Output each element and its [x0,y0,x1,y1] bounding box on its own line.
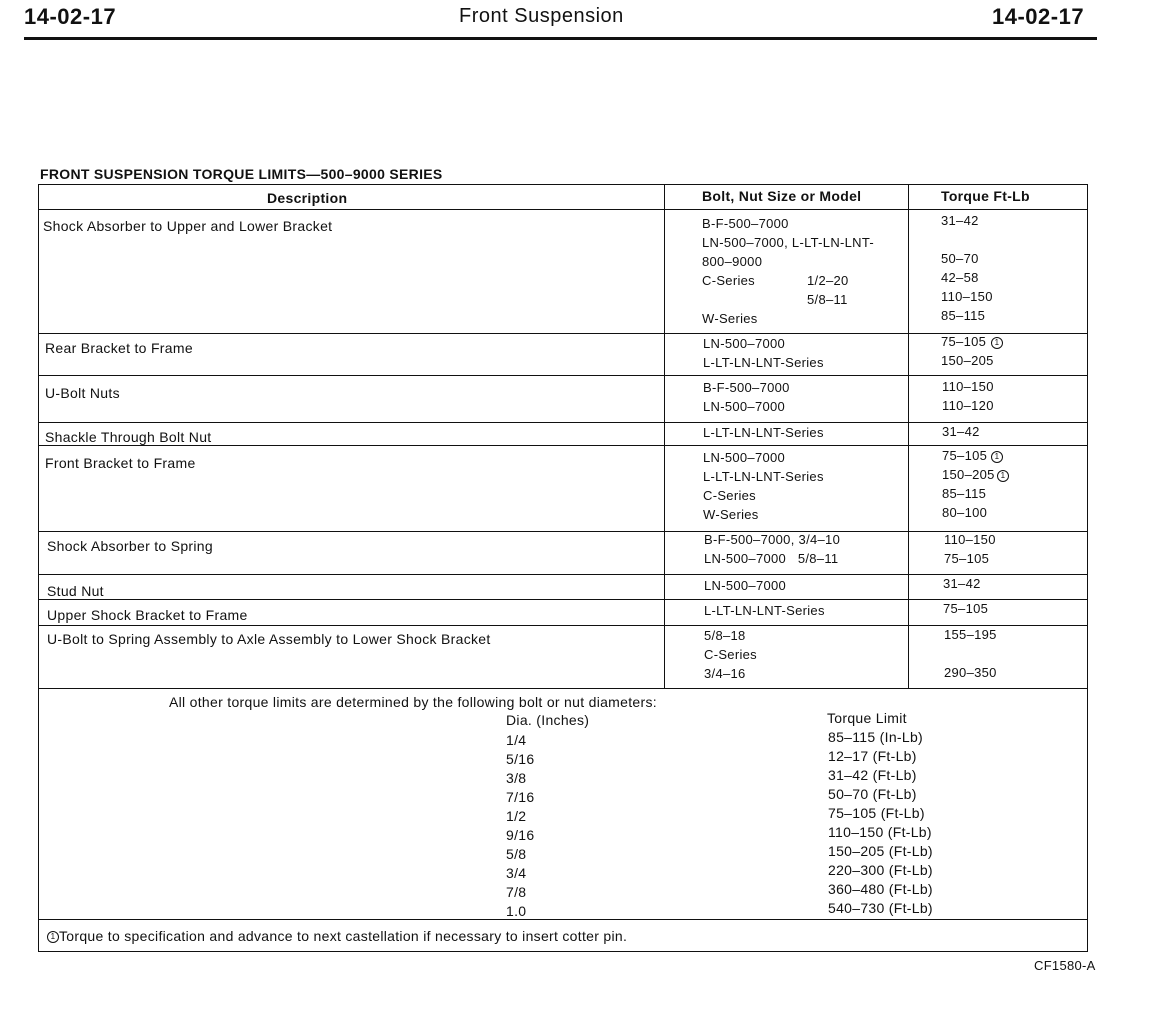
footnote-marker-icon: 1 [989,333,1003,352]
description-cell: U-Bolt to Spring Assembly to Axle Assembly to Lower Shock Bracket [47,631,491,647]
figure-code: CF1580-A [1034,958,1096,973]
diameter-header: Dia. (Inches) [506,712,590,728]
bolt-cell: 5/8–18 C-Series 3/4–16 [704,628,757,681]
row-divider [39,375,1087,376]
footnote-marker-icon: 1 [989,447,1003,466]
torque-limit-header: Torque Limit [827,710,907,726]
page-number-left: 14-02-17 [24,4,117,29]
torque-limit-list: 85–115 (In-Lb) 12–17 (Ft-Lb) 31–42 (Ft-Lb) 50–70 (Ft-Lb) 75–105 (Ft-Lb) 110–150 (Ft-Lb) 150–205 (Ft-Lb) 220–300 (Ft-Lb) 360–480 (Ft-Lb) 540–730 (Ft-Lb) [828,729,933,916]
description-cell: Shackle Through Bolt Nut [45,429,212,445]
footnote-text: Torque to specification and advance to next castellation if necessary to insert cotter pin. [59,928,628,944]
torque-cell: 110–150 75–105 [944,532,996,566]
footnote-marker-icon: 1 [47,931,59,943]
bolt-cell: LN-500–7000 [704,578,787,593]
other-limits-intro: All other torque limits are determined by the following bolt or nut diameters: [169,694,657,710]
torque-cell: 75–105 [943,601,989,616]
col-header-torque: Torque Ft-Lb [941,188,1030,204]
table-title: FRONT SUSPENSION TORQUE LIMITS—500–9000 SERIES [40,166,443,182]
bolt-cell: LN-500–7000 L-LT-LN-LNT-Series [703,336,824,370]
row-divider [39,422,1087,423]
torque-cell: 31–42 50–70 42–58 110–150 85–115 [941,213,993,323]
bolt-cell: L-LT-LN-LNT-Series [704,603,825,618]
torque-cell: 75–105 150–205 85–115 80–100 [942,448,995,520]
torque-cell: 110–150 110–120 [942,379,994,413]
description-cell: Shock Absorber to Upper and Lower Bracket [43,218,333,234]
bolt-size-cell: 1/2–20 5/8–11 [807,273,849,307]
torque-cell: 31–42 [942,424,980,439]
row-divider [39,531,1087,532]
footnote [45,928,627,944]
description-cell: Rear Bracket to Frame [45,340,193,356]
bolt-cell: B-F-500–7000, 3/4–10 LN-500–7000 5/8–11 [704,532,841,566]
torque-cell: 31–42 [943,576,981,591]
description-cell: Shock Absorber to Spring [47,538,213,554]
bolt-cell: L-LT-LN-LNT-Series [703,425,824,440]
row-divider [39,209,1087,210]
row-divider [39,599,1087,600]
page-title: Front Suspension [459,5,624,27]
col-header-bolt: Bolt, Nut Size or Model [702,188,862,204]
header-rule [24,37,1097,40]
column-divider [908,185,909,688]
column-divider [664,185,665,688]
torque-cell: 155–195 290–350 [944,627,997,680]
row-divider [39,333,1087,334]
description-cell: U-Bolt Nuts [45,385,120,401]
bolt-cell: B-F-500–7000 LN-500–7000, L-LT-LN-LNT- 800–9000 C-Series W-Series [702,216,875,326]
description-cell: Upper Shock Bracket to Frame [47,607,248,623]
bolt-cell: B-F-500–7000 LN-500–7000 [703,380,790,414]
row-divider [39,919,1087,920]
row-divider [39,688,1087,689]
page-number-right: 14-02-17 [992,4,1085,29]
torque-table [38,184,1088,952]
footnote-marker-icon: 1 [995,466,1009,485]
row-divider [39,574,1087,575]
description-cell: Front Bracket to Frame [45,455,196,471]
diameter-list: 1/4 5/16 3/8 7/16 1/2 9/16 5/8 3/4 7/8 1.0 [506,732,535,919]
torque-cell: 75–105 150–205 [941,334,994,368]
description-cell: Stud Nut [47,583,104,599]
bolt-cell: LN-500–7000 L-LT-LN-LNT-Series C-Series W-Series [703,450,824,522]
col-header-description: Description [267,190,348,206]
